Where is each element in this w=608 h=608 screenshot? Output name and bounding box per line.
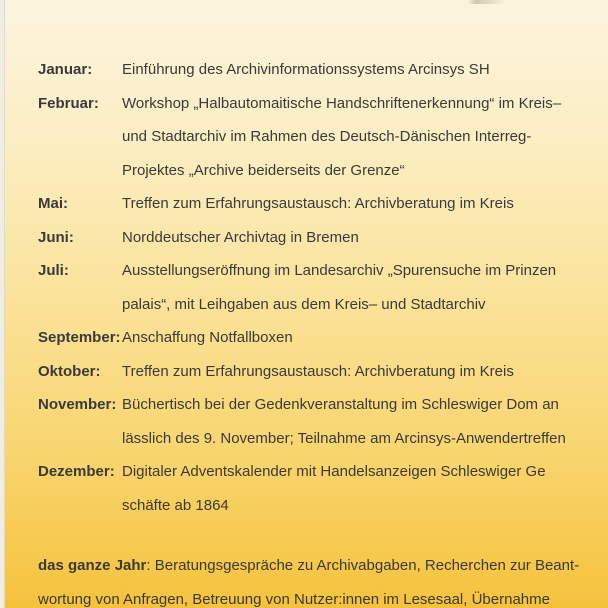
- event-line: Einführung des Archivinformationssystems Arcinsys SH: [122, 61, 490, 78]
- event-text: [122, 87, 608, 188]
- timeline-rows: [0, 53, 608, 522]
- event-line: Digitaler Adventskalender mit Handelsanzeigen Schleswiger Ge: [122, 463, 546, 480]
- timeline-row: [0, 53, 608, 87]
- timeline-row: [0, 455, 608, 522]
- event-line: schäfte ab 1864: [122, 496, 229, 514]
- month-label: Februar:: [38, 94, 99, 112]
- event-text: [122, 321, 608, 355]
- timeline-row: [0, 388, 608, 455]
- event-line: Anschaffung Notfallboxen: [122, 329, 293, 346]
- event-line: Workshop „Halbautomaitische Handschriftenerkennung“ im Kreis–: [122, 94, 562, 112]
- month-label: Dezember:: [38, 463, 115, 480]
- event-line: Treffen zum Erfahrungsaustausch: Archivberatung im Kreis: [122, 195, 514, 212]
- event-line: Projektes „Archive beiderseits der Grenze“: [122, 161, 405, 179]
- footer-line-1-text: : Beratungsgespräche zu Archivabgaben, Recherchen zur Beant-: [146, 557, 580, 574]
- footer-line-2: wortung von Anfragen, Betreuung von Nutzer:innen im Lesesaal, Übernahme: [38, 590, 550, 608]
- month-label: Juni:: [38, 228, 74, 246]
- event-text: [122, 53, 608, 87]
- footer-label: das ganze Jahr: [38, 557, 147, 574]
- event-text: [122, 254, 608, 321]
- month-label: Juli:: [38, 262, 69, 279]
- month-label: Mai:: [38, 195, 68, 212]
- timeline-row: [0, 254, 608, 321]
- footer-paragraph: [38, 549, 588, 608]
- timeline-row: [0, 321, 608, 355]
- event-line: Treffen zum Erfahrungsaustausch: Archivberatung im Kreis: [122, 362, 514, 380]
- month-label: Januar:: [38, 61, 93, 78]
- event-line: Ausstellungseröffnung im Landesarchiv „Spurensuche im Prinzen: [122, 262, 557, 279]
- event-text: [122, 388, 608, 455]
- event-text: [122, 187, 608, 221]
- footer-line-1: [38, 549, 588, 583]
- month-label: November:: [38, 396, 117, 413]
- events-timeline: [0, 53, 608, 608]
- event-text: [122, 355, 608, 389]
- event-line: lässlich des 9. November; Teilnahme am Arcinsys-Anwendertreffen: [122, 429, 566, 447]
- event-line: Büchertisch bei der Gedenkveranstaltung im Schleswiger Dom an: [122, 396, 559, 413]
- month-label: Oktober:: [38, 362, 101, 380]
- month-label: September:: [38, 329, 121, 346]
- event-line: und Stadtarchiv im Rahmen des Deutsch-Dänischen Interreg-: [122, 128, 532, 145]
- cut-off-text-fragment: [468, 0, 506, 4]
- event-text: [122, 455, 608, 522]
- event-text: [122, 221, 608, 255]
- timeline-row: [0, 355, 608, 389]
- timeline-row: [0, 87, 608, 188]
- event-line: palais“, mit Leihgaben aus dem Kreis– und Stadtarchiv: [122, 295, 486, 313]
- timeline-row: [0, 221, 608, 255]
- timeline-row: [0, 187, 608, 221]
- event-line: Norddeutscher Archivtag in Bremen: [122, 228, 359, 246]
